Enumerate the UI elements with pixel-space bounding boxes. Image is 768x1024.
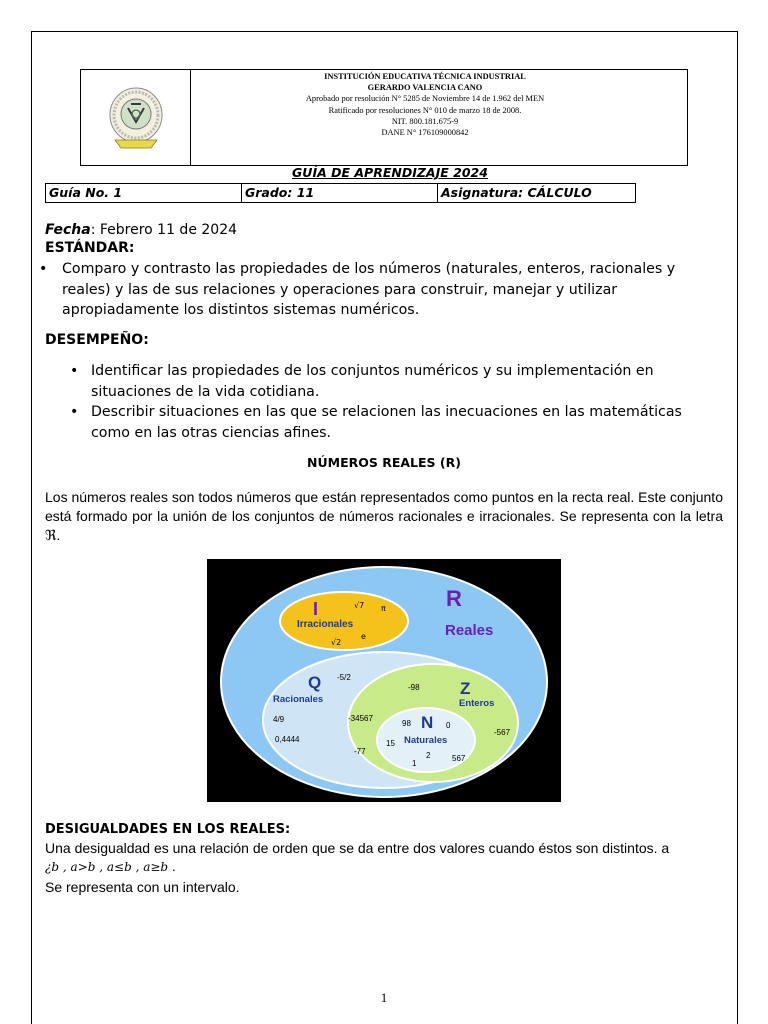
bullet-icon: • <box>39 261 48 277</box>
page-number: 1 <box>380 990 388 1005</box>
approval-line: Aprobado por resolución N° 5285 de Noviembre 14 de 1.962 del MEN <box>305 94 545 104</box>
subject: Asignatura: CÁLCULO <box>441 185 592 200</box>
irrational-value: √2 <box>331 638 342 647</box>
real-numbers-paragraph: Los números reales son todos números que están representados como puntos en la recta real. Este conjunto está formado por la unión de los conjuntos de números racionales e irracionales. Se representa con la letra ℜ. <box>45 489 723 543</box>
school-header-text <box>191 70 687 165</box>
ratification-line: Ratificado por resoluciones N° 010 de marzo 18 de 2008. <box>328 105 522 115</box>
irrational-value: π <box>381 604 386 613</box>
natural-value: 567 <box>452 754 466 763</box>
performance-item-1: Identificar las propiedades de los conjuntos numéricos y su implementación en situaciones de la vida cotidiana. <box>91 363 654 400</box>
integer-value: -77 <box>354 747 366 756</box>
guide-title: GUÍA DE APRENDIZAJE 2024 <box>292 165 488 180</box>
inequalities-text: Una desigualdad es una relación de orden que se da entre dos valores cuando éstos son distintos. a <box>45 840 670 856</box>
school-name-line1: INSTITUCIÓN EDUCATIVA TÉCNICA INDUSTRIAL <box>324 72 526 81</box>
natural-value: 15 <box>386 739 395 748</box>
bullet-icon: • <box>70 404 79 420</box>
guide-info-row <box>45 183 636 203</box>
rational-set-letter: Q <box>308 673 322 692</box>
irrational-set-letter: I <box>313 599 319 619</box>
rational-value: 0,4444 <box>275 735 300 744</box>
school-logo-cell <box>81 70 191 165</box>
integer-value: -567 <box>494 728 511 737</box>
inequalities-heading: DESIGUALDADES EN LOS REALES: <box>45 822 291 837</box>
natural-value: 0 <box>446 721 451 730</box>
integer-value: -34567 <box>348 714 373 723</box>
natural-set-label: Naturales <box>404 735 448 746</box>
date-label: Fecha <box>45 222 91 238</box>
performance-list <box>70 361 720 443</box>
interval-sentence: Se representa con un intervalo. <box>45 879 240 895</box>
irrational-value: √7 <box>354 601 365 610</box>
school-name-line2: GERARDO VALENCIA CANO <box>367 83 483 93</box>
rational-set-label: Racionales <box>273 694 324 705</box>
school-header <box>80 69 688 166</box>
standard-item: Comparo y contrasto las propiedades de los números (naturales, enteros, racionales y reales) y las de sus relaciones y operaciones para construir, manejar y utilizar apropiadamente los distintos sistemas numéricos. <box>62 261 676 318</box>
natural-value: 2 <box>426 751 431 760</box>
natural-value: 1 <box>412 759 417 768</box>
performance-heading: DESEMPEÑO: <box>45 332 149 348</box>
real-set-label: Reales <box>445 622 494 639</box>
performance-item-2: Describir situaciones en las que se relacionen las inecuaciones en las matemáticas como en las otras ciencias afines. <box>91 404 682 441</box>
rational-value: 4/9 <box>273 715 285 724</box>
venn-svg <box>207 559 561 802</box>
standard-heading: ESTÁNDAR: <box>45 240 135 256</box>
integer-set-letter: Z <box>460 679 471 698</box>
natural-value: 98 <box>402 719 411 728</box>
real-set-letter: R <box>446 586 462 611</box>
nit-line: NIT. 800.181.675-9 <box>391 116 459 126</box>
guide-number: Guía No. 1 <box>46 184 242 202</box>
irrational-value: e <box>361 632 366 641</box>
bullet-icon: • <box>70 363 79 379</box>
inequalities-math: ¿b , a>b , a≤b , a≥b . <box>45 860 176 874</box>
school-logo-icon <box>101 82 171 154</box>
inequalities-paragraph <box>45 839 723 877</box>
dane-line: DANE N° 176109000842 <box>381 128 469 138</box>
rational-value: -5/2 <box>337 673 351 682</box>
date-line <box>45 221 237 239</box>
standard-list <box>39 259 725 321</box>
integer-value: -98 <box>408 683 420 692</box>
number-sets-diagram <box>207 559 561 802</box>
date-value: : Febrero 11 de 2024 <box>90 222 238 238</box>
integer-set-label: Enteros <box>459 698 495 709</box>
list-item <box>70 361 720 402</box>
real-numbers-title: NÚMEROS REALES (R) <box>307 455 461 470</box>
natural-set-letter: N <box>421 713 434 732</box>
irrational-set-label: Irracionales <box>297 619 354 630</box>
grade: Grado: 11 <box>242 184 438 202</box>
list-item <box>70 402 720 443</box>
